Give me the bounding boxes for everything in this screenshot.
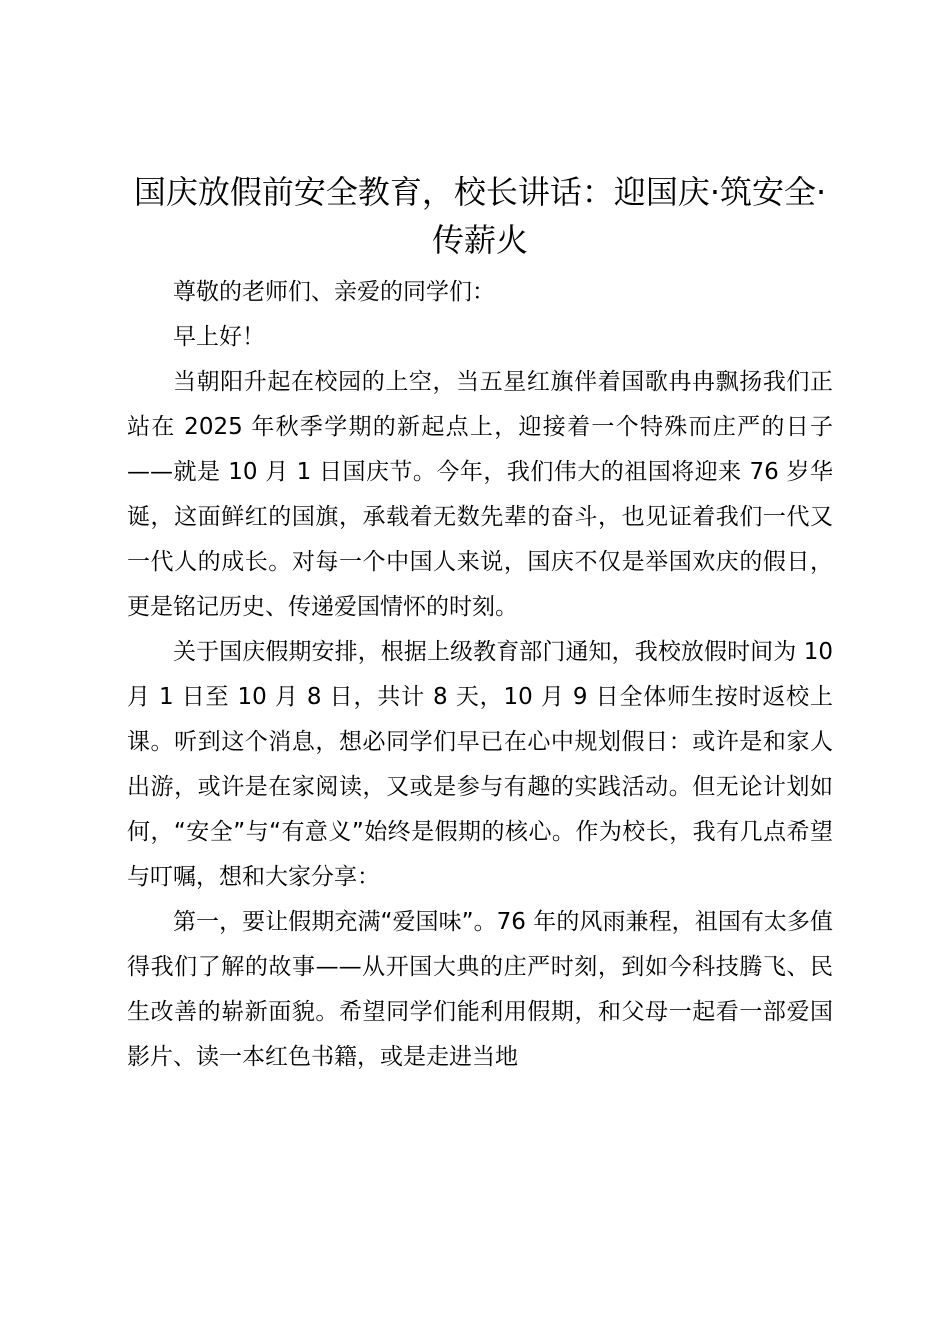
body-paragraph-intro: 当朝阳升起在校园的上空，当五星红旗伴着国歌冉冉飘扬我们正站在 2025 年秋季学期的新起点上，迎接着一个特殊而庄严的日子——就是 10 月 1 日国庆节。今年，我们伟大的祖国将迎来 76 岁华诞，这面鲜红的国旗，承载着无数先辈的奋斗，也见证着我们一代又一代人的成长。对每一个中国人来说，国庆不仅是举国欢庆的假日，更是铭记历史、传递爱国情怀的时刻。 xyxy=(127,369,833,620)
body-paragraph-schedule: 关于国庆假期安排，根据上级教育部门通知，我校放假时间为 10 月 1 日至 10 月 8 日，共计 8 天，10 月 9 日全体师生按时返校上课。听到这个消息，想必同学们早已在心中规划假日：或许是和家人出游，或许是在家阅读，又或是参与有趣的实践活动。但无论计划如何，“安全”与“有意义”始终是假期的核心。作为校长，我有几点希望与叮嘱，想和大家分享： xyxy=(127,639,833,890)
greeting: 早上好！ xyxy=(173,324,265,350)
document-title: 国庆放假前安全教育，校长讲话：迎国庆·筑安全·传薪火 xyxy=(133,173,827,259)
document-page xyxy=(127,168,833,1080)
body-paragraph-first-point: 第一，要让假期充满“爱国味”。76 年的风雨兼程，祖国有太多值得我们了解的故事——从开国大典的庄严时刻，到如今科技腾飞、民生改善的崭新面貌。希望同学们能利用假期，和父母一起看一部爱国影片、读一本红色书籍，或是走进当地 xyxy=(127,909,833,1070)
salutation: 尊敬的老师们、亲爱的同学们： xyxy=(173,279,495,305)
